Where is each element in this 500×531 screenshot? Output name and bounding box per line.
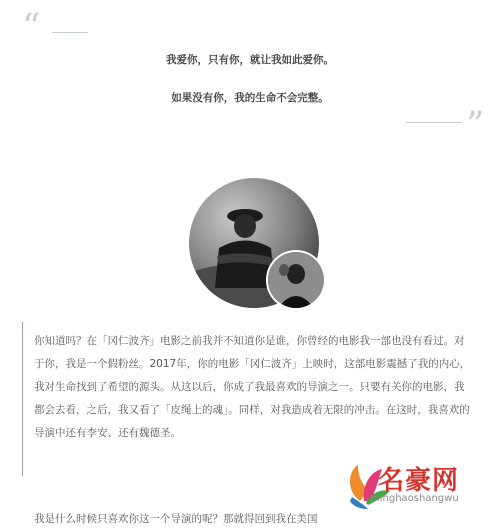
watermark-site-name: 名豪网 [378, 466, 460, 496]
article-paragraph-1: 你知道吗？在「冈仁波齐」电影之前我并不知道你是谁，你曾经的电影我一部也没有看过。对于你，我是一个假粉丝。2017年，你的电影「冈仁波齐」上映时，这部电影震撼了我的内心，我对生命找到了希望的源头。从这以后，你成了我最喜欢的导演之一。只要有关你的电影，我都会去看，之后，我又看了「皮绳上的魂」。同样，对我造成着无限的冲击。在这时，我喜欢的导演中还有李安、还有魏德圣。 [34, 335, 471, 439]
watermark-site-url: minghaoshangwu [370, 493, 459, 504]
close-quote-mark: ” [466, 105, 483, 146]
poem-line-2: 如果没有你，我的生命不会完整。 [171, 92, 329, 104]
director-small-photo [266, 250, 326, 310]
top-divider [52, 32, 88, 33]
article-paragraph-2: 我是什么时候只喜欢你这一个导演的呢？那就得回到我在美国 [34, 513, 318, 525]
poem-line-1: 我爱你，只有你，就让我如此爱你。 [166, 54, 334, 66]
article-left-border [22, 322, 23, 476]
bottom-divider [406, 122, 462, 123]
open-quote-mark: “ [22, 7, 39, 48]
